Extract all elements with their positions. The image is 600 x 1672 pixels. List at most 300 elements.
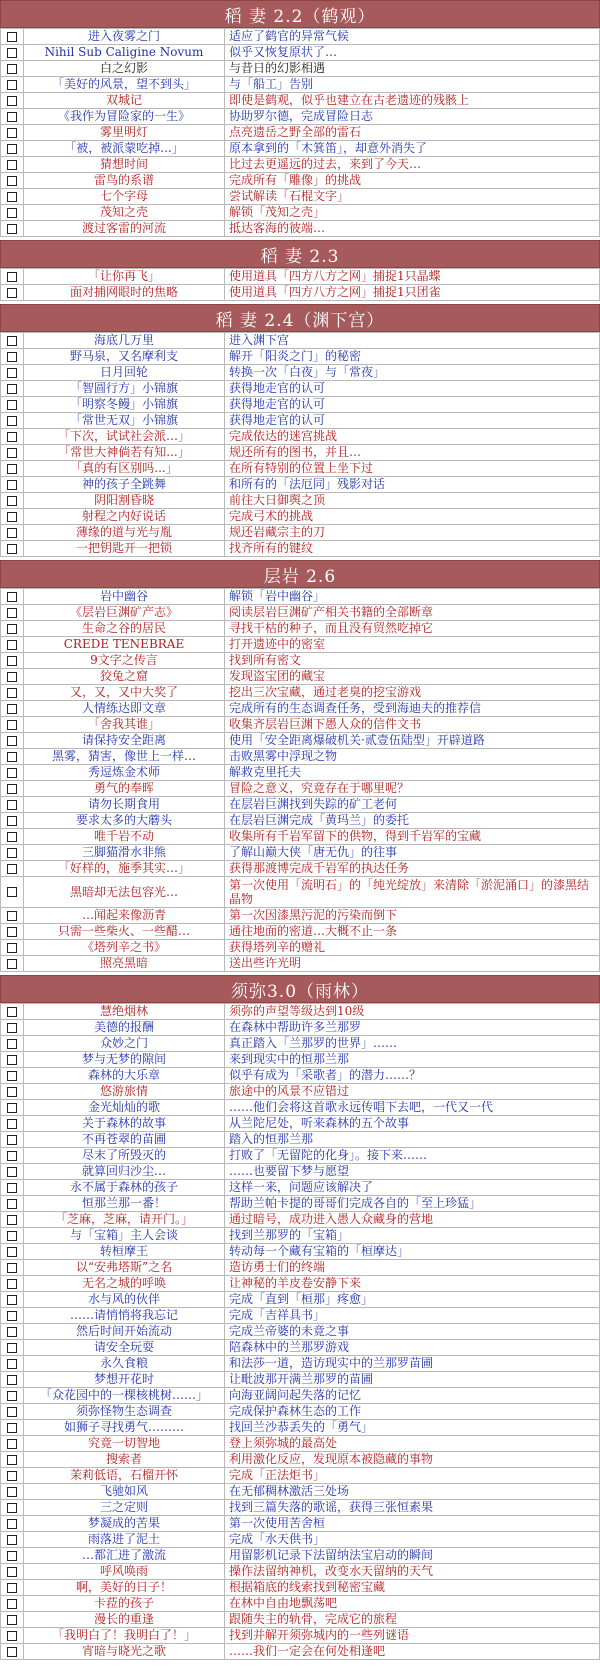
achievement-row	[1, 189, 600, 205]
checkbox-cell	[1, 1260, 24, 1276]
checkbox[interactable]	[7, 927, 17, 937]
achievement-name: 「常世无双」小锦旗	[24, 413, 225, 429]
achievement-name: 阴阳割昏晓	[24, 493, 225, 509]
checkbox[interactable]	[7, 911, 17, 921]
checkbox[interactable]	[7, 1407, 17, 1417]
achievement-name: 「被，被派蒙吃掉...」	[24, 141, 225, 157]
achievement-description: 用留影机记录下法留纳法宝启动的瞬间	[225, 1548, 600, 1564]
achievement-name: 狡兔之窟	[24, 669, 225, 685]
achievement-name: 《我作为冒险家的一生》	[24, 109, 225, 125]
achievement-row	[1, 605, 600, 621]
achievement-name: 进入夜雾之门	[24, 29, 225, 45]
achievement-description: 似乎又恢复原状了…	[225, 45, 600, 61]
achievement-name: 「我明白了！我明白了！」	[24, 1628, 225, 1644]
checkbox[interactable]	[7, 64, 17, 74]
achievement-description: 使用「安全距离爆破机关·贰壹伍陆型」开辟道路	[225, 733, 600, 749]
achievement-row	[1, 733, 600, 749]
achievement-name: 茂知之壳	[24, 205, 225, 221]
checkbox[interactable]	[7, 1151, 17, 1161]
checkbox-cell	[1, 701, 24, 717]
checkbox-cell	[1, 1644, 24, 1660]
achievement-description: 让毗波那开满兰那罗的苗圃	[225, 1372, 600, 1388]
checkbox[interactable]	[7, 832, 17, 842]
checkbox[interactable]	[7, 1295, 17, 1305]
achievement-name: 须弥怪物生态调查	[24, 1404, 225, 1420]
checkbox[interactable]	[7, 1007, 17, 1017]
achievement-description: 规还所有的图书，并且…	[225, 445, 600, 461]
checkbox[interactable]	[7, 736, 17, 746]
achievement-description: 阅读层岩巨渊矿产相关书籍的全部断章	[225, 605, 600, 621]
checkbox[interactable]	[7, 768, 17, 778]
checkbox-cell	[1, 1068, 24, 1084]
achievement-name: 美德的报酬	[24, 1020, 225, 1036]
achievement-description: 在森林中帮助许多兰那罗	[225, 1020, 600, 1036]
checkbox[interactable]	[7, 1183, 17, 1193]
checkbox[interactable]	[7, 512, 17, 522]
checkbox-cell	[1, 29, 24, 45]
checkbox[interactable]	[7, 656, 17, 666]
achievement-name: 金光灿灿的歌	[24, 1100, 225, 1116]
achievement-row	[1, 397, 600, 413]
achievement-name: 恒那兰那一番！	[24, 1196, 225, 1212]
checkbox[interactable]	[7, 943, 17, 953]
checkbox-cell	[1, 397, 24, 413]
checkbox[interactable]	[7, 272, 17, 282]
achievement-row	[1, 1500, 600, 1516]
achievement-name: 水与风的伙伴	[24, 1292, 225, 1308]
checkbox-cell	[1, 1580, 24, 1596]
achievement-description: 收集齐层岩巨渊下愚人众的信件文书	[225, 717, 600, 733]
achievement-row	[1, 1548, 600, 1564]
checkbox[interactable]	[7, 128, 17, 138]
checkbox-cell	[1, 1628, 24, 1644]
checkbox[interactable]	[7, 352, 17, 362]
checkbox[interactable]	[7, 1119, 17, 1129]
checkbox-cell	[1, 141, 24, 157]
checkbox[interactable]	[7, 864, 17, 874]
achievement-description: 完成「正法炬书」	[225, 1468, 600, 1484]
checkbox[interactable]	[7, 1503, 17, 1513]
achievement-name: 关于森林的故事	[24, 1116, 225, 1132]
achievement-name: 如狮子寻找勇气………	[24, 1420, 225, 1436]
achievement-name: 「好样的，施季其实…」	[24, 861, 225, 877]
achievement-row	[1, 589, 600, 605]
checkbox[interactable]	[7, 80, 17, 90]
checkbox-cell	[1, 1372, 24, 1388]
achievement-description: 冒险之意义，究竟存在于哪里呢？	[225, 781, 600, 797]
checkbox[interactable]	[7, 32, 17, 42]
achievement-description: 适应了鹤官的异常气候	[225, 29, 600, 45]
achievement-description: 和法莎一道，造访现实中的兰那罗苗圃	[225, 1356, 600, 1372]
checkbox[interactable]	[7, 1423, 17, 1433]
checkbox[interactable]	[7, 544, 17, 554]
section-header: 须弥3.0（雨林）	[0, 975, 600, 1003]
achievement-description: 发现盗宝团的藏宝	[225, 669, 600, 685]
checkbox-cell	[1, 381, 24, 397]
achievement-name: 梦想开花时	[24, 1372, 225, 1388]
achievement-row	[1, 1164, 600, 1180]
achievement-row	[1, 1436, 600, 1452]
achievement-name: 搜索者	[24, 1452, 225, 1468]
achievement-description: 完成「直到「桓那」疼愈」	[225, 1292, 600, 1308]
checkbox[interactable]	[7, 608, 17, 618]
checkbox-cell	[1, 125, 24, 141]
checkbox[interactable]	[7, 1167, 17, 1177]
achievement-name: 猜想时间	[24, 157, 225, 173]
achievement-description: 送出些许光明	[225, 956, 600, 972]
checkbox[interactable]	[7, 1391, 17, 1401]
achievement-name: 「常世大神倘若有知...」	[24, 445, 225, 461]
achievement-description: 前往大日御舆之顶	[225, 493, 600, 509]
section-header: 稻 妻 2.3	[0, 240, 600, 268]
checkbox-cell	[1, 1404, 24, 1420]
achievement-name: 永不属于森林的孩子	[24, 1180, 225, 1196]
checkbox[interactable]	[7, 640, 17, 650]
checkbox-cell	[1, 717, 24, 733]
achievement-description: 找到三篇失落的歌谣，获得三张恒素果	[225, 1500, 600, 1516]
achievement-name: 白之幻影	[24, 61, 225, 77]
achievement-description: 完成弓术的挑战	[225, 509, 600, 525]
checkbox-cell	[1, 77, 24, 93]
checkbox[interactable]	[7, 1615, 17, 1625]
checkbox-cell	[1, 61, 24, 77]
checkbox-cell	[1, 637, 24, 653]
checkbox[interactable]	[7, 592, 17, 602]
achievement-name: 薄缘的道与光与胤	[24, 525, 225, 541]
checkbox[interactable]	[7, 160, 17, 170]
achievement-row	[1, 493, 600, 509]
checkbox[interactable]	[7, 1519, 17, 1529]
checkbox[interactable]	[7, 1359, 17, 1369]
achievement-row	[1, 1452, 600, 1468]
checkbox[interactable]	[7, 496, 17, 506]
checkbox[interactable]	[7, 800, 17, 810]
achievement-name: 双城记	[24, 93, 225, 109]
checkbox[interactable]	[7, 752, 17, 762]
achievement-table	[0, 332, 600, 557]
achievement-description: 须弥的声望等级达到10级	[225, 1004, 600, 1020]
checkbox-cell	[1, 349, 24, 365]
achievement-name: 以“安弗塔斯”之名	[24, 1260, 225, 1276]
checkbox-cell	[1, 861, 24, 877]
achievement-description: 找到兰那罗的「宝箱」	[225, 1228, 600, 1244]
checkbox[interactable]	[7, 848, 17, 858]
achievement-name: 一把钥匙开一把锁	[24, 541, 225, 557]
achievement-table	[0, 28, 600, 237]
checkbox-cell	[1, 956, 24, 972]
checkbox[interactable]	[7, 336, 17, 346]
achievement-name: 9文字之传言	[24, 653, 225, 669]
checkbox-cell	[1, 541, 24, 557]
achievement-name: 面对捕网眼时的焦略	[24, 285, 225, 301]
achievement-name: 「明察冬鳗」小锦旗	[24, 397, 225, 413]
checkbox[interactable]	[7, 1215, 17, 1225]
checkbox[interactable]	[7, 1327, 17, 1337]
achievement-row	[1, 429, 600, 445]
achievement-description: 完成「水天供书」	[225, 1532, 600, 1548]
achievement-name: …闻起来像沥青	[24, 908, 225, 924]
achievement-description: 真正踏入「兰那罗的世界」……	[225, 1036, 600, 1052]
achievement-row	[1, 205, 600, 221]
achievement-name: 转桓摩王	[24, 1244, 225, 1260]
checkbox[interactable]	[7, 464, 17, 474]
checkbox-cell	[1, 1340, 24, 1356]
achievement-row	[1, 477, 600, 493]
achievement-row	[1, 845, 600, 861]
achievement-description: 了解山巅大侠「唐无仇」的往事	[225, 845, 600, 861]
achievement-row	[1, 61, 600, 77]
achievement-description: 比过去更遥远的过去，来到了今天…	[225, 157, 600, 173]
achievement-row	[1, 1004, 600, 1020]
checkbox-cell	[1, 1516, 24, 1532]
achievement-row	[1, 1036, 600, 1052]
checkbox[interactable]	[7, 96, 17, 106]
section-header: 层岩 2.6	[0, 560, 600, 588]
achievement-name: 然后时间开始流动	[24, 1324, 225, 1340]
achievement-description: 第一次因漆黑污泥的污染而倒下	[225, 908, 600, 924]
checkbox-cell	[1, 1020, 24, 1036]
checkbox[interactable]	[7, 887, 17, 897]
achievement-table	[0, 588, 600, 972]
achievement-row	[1, 1596, 600, 1612]
achievement-name: CREDE TENEBRAE	[24, 637, 225, 653]
checkbox[interactable]	[7, 1487, 17, 1497]
achievement-row	[1, 269, 600, 285]
achievement-description: 获得那渡博完成千岩军的执达任务	[225, 861, 600, 877]
checkbox[interactable]	[7, 1071, 17, 1081]
checkbox-cell	[1, 1180, 24, 1196]
achievement-row	[1, 813, 600, 829]
checkbox-cell	[1, 813, 24, 829]
achievement-row	[1, 1644, 600, 1660]
checkbox[interactable]	[7, 1455, 17, 1465]
achievement-description: 打败了「无留陀的化身」。接下来……	[225, 1148, 600, 1164]
achievement-row	[1, 1260, 600, 1276]
achievement-description: 挖出三次宝藏，通过老臭的挖宝游戏	[225, 685, 600, 701]
achievement-row	[1, 413, 600, 429]
checkbox[interactable]	[7, 144, 17, 154]
checkbox-cell	[1, 589, 24, 605]
achievement-description: 协助罗尔德，完成冒险日志	[225, 109, 600, 125]
checkbox-cell	[1, 1548, 24, 1564]
checkbox[interactable]	[7, 1263, 17, 1273]
achievement-description: 寻找干枯的种子，而且没有贸然吃掉它	[225, 621, 600, 637]
checkbox-cell	[1, 1420, 24, 1436]
checkbox[interactable]	[7, 1103, 17, 1113]
checkbox[interactable]	[7, 704, 17, 714]
checkbox[interactable]	[7, 816, 17, 826]
checkbox[interactable]	[7, 1199, 17, 1209]
achievement-description: 向海亚阔问起失落的记忆	[225, 1388, 600, 1404]
checkbox[interactable]	[7, 1087, 17, 1097]
achievement-description: ……也要留下梦与愿望	[225, 1164, 600, 1180]
achievement-row	[1, 1612, 600, 1628]
achievement-description: 进入渊下宫	[225, 333, 600, 349]
checkbox[interactable]	[7, 1023, 17, 1033]
achievement-name: 海底几万里	[24, 333, 225, 349]
achievement-row	[1, 141, 600, 157]
checkbox[interactable]	[7, 224, 17, 234]
checkbox-cell	[1, 477, 24, 493]
achievement-row	[1, 1132, 600, 1148]
checkbox[interactable]	[7, 448, 17, 458]
achievement-description: 找回兰沙恭丢失的「勇气」	[225, 1420, 600, 1436]
checkbox[interactable]	[7, 416, 17, 426]
checkbox[interactable]	[7, 48, 17, 58]
achievement-name: 就算回归沙尘…	[24, 1164, 225, 1180]
achievement-description: 通过暗号，成功进入愚人众藏身的营地	[225, 1212, 600, 1228]
achievement-name: 雨落进了泥土	[24, 1532, 225, 1548]
achievement-name: 《塔列辛之书》	[24, 940, 225, 956]
achievement-description: 根据箱底的线索找到秘密宝藏	[225, 1580, 600, 1596]
achievement-row	[1, 381, 600, 397]
section-header: 稻 妻 2.2（鹤观）	[0, 0, 600, 28]
achievement-name: 又，又，又中大奖了	[24, 685, 225, 701]
checkbox[interactable]	[7, 528, 17, 538]
achievement-row	[1, 1388, 600, 1404]
checkbox[interactable]	[7, 1583, 17, 1593]
achievement-row	[1, 1372, 600, 1388]
achievement-name: 「舍我其谁」	[24, 717, 225, 733]
achievement-row	[1, 1404, 600, 1420]
checkbox-cell	[1, 797, 24, 813]
section	[0, 304, 600, 557]
achievement-description: 获得地走官的认可	[225, 381, 600, 397]
achievement-row	[1, 509, 600, 525]
achievement-name: 啊，美好的日子！	[24, 1580, 225, 1596]
checkbox[interactable]	[7, 1343, 17, 1353]
achievement-name: 茉莉低语，石榴开怀	[24, 1468, 225, 1484]
checkbox[interactable]	[7, 688, 17, 698]
achievement-row	[1, 109, 600, 125]
achievement-name: 神的孩子全跳舞	[24, 477, 225, 493]
achievement-row	[1, 1580, 600, 1596]
achievement-description: 找到并解开须弥城内的一些列谜语	[225, 1628, 600, 1644]
checkbox-cell	[1, 1116, 24, 1132]
checkbox[interactable]	[7, 1631, 17, 1641]
achievement-name: 人情练达即文章	[24, 701, 225, 717]
achievement-row	[1, 1020, 600, 1036]
achievement-description: 使用道具「四方八方之网」捕捉1只团雀	[225, 285, 600, 301]
achievement-name: 照亮黑暗	[24, 956, 225, 972]
achievement-row	[1, 1468, 600, 1484]
achievement-name: 「真的有区别吗...」	[24, 461, 225, 477]
achievement-row	[1, 1532, 600, 1548]
achievement-name: 「让你再飞」	[24, 269, 225, 285]
achievement-description: 似乎有成为「采歌者」的潜力……？	[225, 1068, 600, 1084]
achievement-name: 梦凝成的苦果	[24, 1516, 225, 1532]
achievement-name: 岩中幽谷	[24, 589, 225, 605]
achievement-description: 解开「阳炎之门」的秘密	[225, 349, 600, 365]
checkbox[interactable]	[7, 1135, 17, 1145]
checkbox[interactable]	[7, 1471, 17, 1481]
achievement-description: 获得地走官的认可	[225, 397, 600, 413]
checkbox[interactable]	[7, 1439, 17, 1449]
checkbox[interactable]	[7, 432, 17, 442]
achievement-row	[1, 285, 600, 301]
checkbox[interactable]	[7, 176, 17, 186]
achievement-name: 尽末了所毁灭的	[24, 1148, 225, 1164]
achievement-description: ……我们一定会在何处相逢吧	[225, 1644, 600, 1660]
checkbox[interactable]	[7, 1279, 17, 1289]
checkbox-cell	[1, 285, 24, 301]
achievement-row	[1, 461, 600, 477]
achievement-description: 和所有的「法厄同」残影对话	[225, 477, 600, 493]
checkbox[interactable]	[7, 288, 17, 298]
achievement-description: 在林中自由地飘荡吧	[225, 1596, 600, 1612]
checkbox[interactable]	[7, 784, 17, 794]
achievement-description: 让神秘的羊皮卷安静下来	[225, 1276, 600, 1292]
achievement-description: 造访勇士们的终端	[225, 1260, 600, 1276]
achievement-description: 在层岩巨渊完成「黄玛兰」的委托	[225, 813, 600, 829]
achievement-row	[1, 173, 600, 189]
achievement-name: 请勿长期食用	[24, 797, 225, 813]
checkbox-cell	[1, 621, 24, 637]
achievement-description: 这样一来，问题应该解决了	[225, 1180, 600, 1196]
checkbox[interactable]	[7, 1231, 17, 1241]
achievement-row	[1, 717, 600, 733]
achievement-description: 完成兰帝婆的未竟之事	[225, 1324, 600, 1340]
checkbox[interactable]	[7, 384, 17, 394]
achievement-description: 第一次使用「流明石」的「纯光绽放」来清除「淤泥涌口」的漆黑结晶物	[225, 877, 600, 908]
checkbox[interactable]	[7, 480, 17, 490]
checkbox[interactable]	[7, 720, 17, 730]
checkbox[interactable]	[7, 1535, 17, 1545]
checkbox-cell	[1, 461, 24, 477]
checkbox-cell	[1, 1276, 24, 1292]
checkbox[interactable]	[7, 192, 17, 202]
checkbox[interactable]	[7, 1599, 17, 1609]
achievement-name: 生命之谷的居民	[24, 621, 225, 637]
checkbox[interactable]	[7, 1567, 17, 1577]
checkbox[interactable]	[7, 400, 17, 410]
achievement-description: 陪森林中的兰那罗游戏	[225, 1340, 600, 1356]
achievement-description: 找齐所有的键纹	[225, 541, 600, 557]
checkbox[interactable]	[7, 1551, 17, 1561]
checkbox[interactable]	[7, 112, 17, 122]
achievement-description: 打开遗迹中的密室	[225, 637, 600, 653]
checkbox[interactable]	[7, 1247, 17, 1257]
achievement-name: 黑暗却无法包容光…	[24, 877, 225, 908]
checkbox[interactable]	[7, 672, 17, 682]
checkbox[interactable]	[7, 1647, 17, 1657]
achievement-row	[1, 125, 600, 141]
checkbox-cell	[1, 1436, 24, 1452]
checkbox[interactable]	[7, 624, 17, 634]
checkbox[interactable]	[7, 368, 17, 378]
checkbox-cell	[1, 365, 24, 381]
checkbox-cell	[1, 333, 24, 349]
checkbox[interactable]	[7, 959, 17, 969]
achievement-row	[1, 749, 600, 765]
achievement-row	[1, 1292, 600, 1308]
checkbox[interactable]	[7, 208, 17, 218]
checkbox[interactable]	[7, 1375, 17, 1385]
checkbox[interactable]	[7, 1039, 17, 1049]
achievement-description: 转动每一个藏有宝箱的「桓摩达」	[225, 1244, 600, 1260]
achievement-name: 黑雾，猜害，像世上一样…	[24, 749, 225, 765]
achievement-description: 完成所有「雕像」的挑战	[225, 173, 600, 189]
achievement-name: 请安全玩耍	[24, 1340, 225, 1356]
achievement-description: 利用激化反应，发现原本被隐藏的事物	[225, 1452, 600, 1468]
achievement-name: 呼风唤雨	[24, 1564, 225, 1580]
section	[0, 0, 600, 237]
achievement-row	[1, 1100, 600, 1116]
checkbox[interactable]	[7, 1055, 17, 1065]
achievement-description: 在所有特别的位置上坐下过	[225, 461, 600, 477]
achievement-row	[1, 1084, 600, 1100]
checkbox[interactable]	[7, 1311, 17, 1321]
